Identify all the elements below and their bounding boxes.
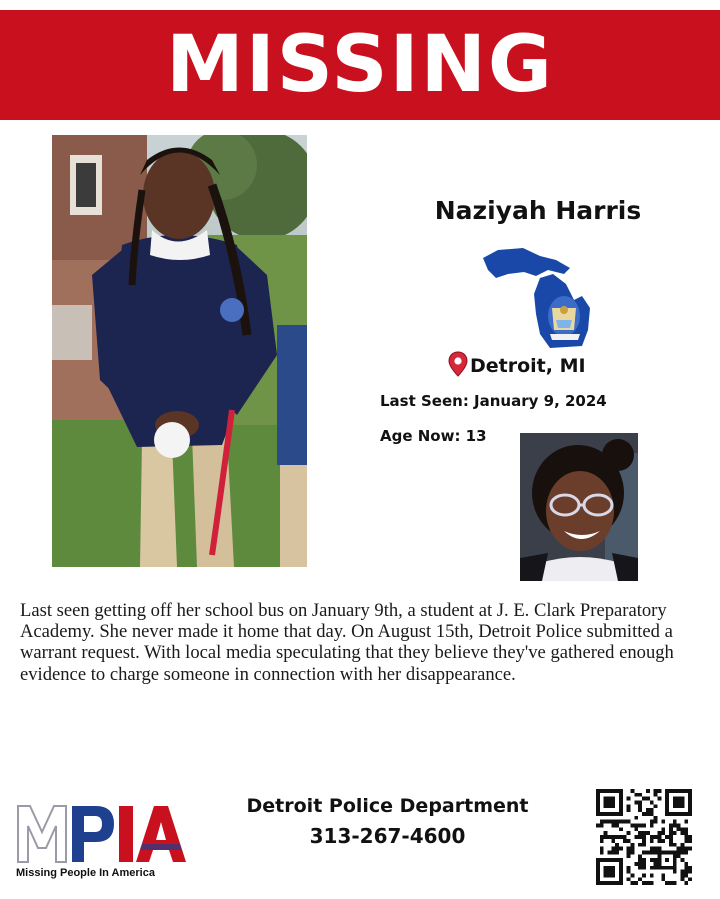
contact-block: [215, 792, 560, 852]
location-text: Detroit, MI: [470, 355, 586, 377]
mpia-logo-mark: [16, 800, 196, 864]
secondary-photo-illustration: [520, 433, 638, 581]
banner-title: MISSING: [166, 20, 554, 110]
main-photo: [52, 135, 307, 567]
secondary-photo: [520, 433, 638, 581]
mpia-tagline: Missing People In America: [16, 867, 155, 879]
qr-code-graphic: [596, 789, 692, 885]
qr-code-icon[interactable]: [596, 789, 692, 885]
contact-phone[interactable]: 313-267-4600: [309, 824, 466, 848]
age-now: Age Now: 13: [380, 427, 487, 445]
location-line: [448, 352, 586, 380]
last-seen-date: Last Seen: January 9, 2024: [380, 392, 607, 410]
michigan-map-icon: [478, 238, 598, 353]
map-pin-icon: [448, 351, 468, 382]
michigan-map-graphic: [478, 238, 598, 353]
main-photo-illustration: [52, 135, 307, 567]
mpia-logo: [16, 800, 196, 884]
missing-banner: [0, 10, 720, 120]
missing-person-name: Naziyah Harris: [434, 196, 642, 225]
case-description: Last seen getting off her school bus on January 9th, a student at J. E. Clark Preparatory Academy. She never made it home that day. On August 15th, Detroit Police submitted a warrant request. With local media speculating that they believe they've gathered enough evidence to charge someone in connection with her disappearance.: [20, 600, 674, 685]
police-department-name: Detroit Police Department: [246, 795, 529, 817]
